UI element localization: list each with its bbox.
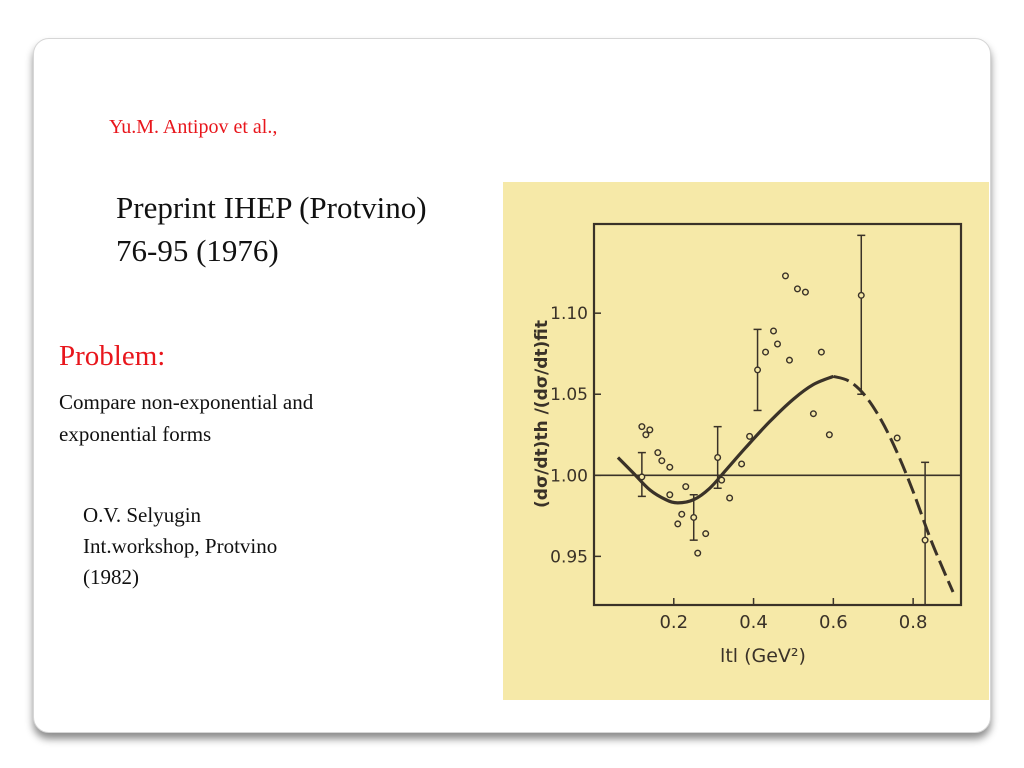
- data-point: [783, 273, 789, 279]
- data-point: [655, 450, 661, 456]
- reference-line-2: Int.workshop, Protvino: [83, 534, 278, 558]
- problem-statement: [59, 386, 313, 450]
- reference-line-1: O.V. Selyugin: [83, 503, 202, 527]
- data-point: [659, 458, 665, 464]
- y-axis-label: (dσ/dt)th /(dσ/dt)fit: [532, 320, 552, 508]
- data-point: [715, 455, 721, 461]
- problem-line-1: Compare non-exponential and: [59, 390, 314, 414]
- data-point: [827, 432, 833, 438]
- reference-line-3: (1982): [83, 565, 139, 589]
- data-point: [683, 484, 689, 490]
- data-point: [667, 464, 673, 470]
- data-point: [763, 349, 769, 355]
- y-tick-label: 1.00: [550, 466, 588, 487]
- problem-line-2: exponential forms: [59, 422, 212, 446]
- preprint-line-1: Preprint IHEP (Protvino): [116, 190, 427, 225]
- data-point: [739, 461, 745, 467]
- data-point: [695, 550, 701, 556]
- data-point: [679, 511, 685, 517]
- scanned-figure: [503, 182, 989, 700]
- preprint-line-2: 76-95 (1976): [116, 233, 279, 268]
- data-point: [691, 515, 697, 521]
- data-point: [894, 435, 900, 441]
- data-point: [639, 474, 645, 480]
- y-tick-label: 1.05: [550, 385, 588, 406]
- preprint-reference: [116, 186, 427, 272]
- x-tick-label: 0.2: [659, 612, 689, 633]
- data-point: [703, 531, 709, 537]
- data-point: [747, 434, 753, 440]
- x-tick-label: 0.8: [898, 612, 928, 633]
- y-tick-label: 1.10: [550, 304, 588, 325]
- x-tick-label: 0.4: [739, 612, 768, 633]
- data-point: [819, 349, 825, 355]
- data-point: [787, 357, 793, 363]
- data-point: [647, 427, 653, 433]
- x-tick-label: 0.6: [819, 612, 848, 633]
- data-point: [803, 289, 809, 295]
- data-point: [719, 477, 725, 483]
- data-point: [811, 411, 817, 417]
- data-point: [775, 341, 781, 347]
- data-point: [675, 521, 681, 527]
- data-point: [922, 537, 928, 543]
- problem-heading: Problem:: [59, 340, 166, 372]
- data-point: [858, 293, 864, 299]
- data-point: [639, 424, 645, 430]
- y-tick-label: 0.95: [550, 547, 588, 568]
- data-point: [755, 367, 761, 373]
- workshop-reference: [83, 500, 277, 593]
- data-point: [643, 432, 649, 438]
- data-point: [667, 492, 673, 498]
- ratio-chart: [503, 182, 989, 700]
- data-point: [771, 328, 777, 334]
- authors-text: Yu.M. Antipov et al.,: [109, 116, 278, 138]
- fit-curve-solid: [618, 376, 833, 502]
- data-point: [795, 286, 801, 292]
- x-axis-label: ltl (GeV²): [720, 645, 806, 667]
- fit-curve-dashed: [833, 376, 953, 592]
- data-point: [727, 495, 733, 501]
